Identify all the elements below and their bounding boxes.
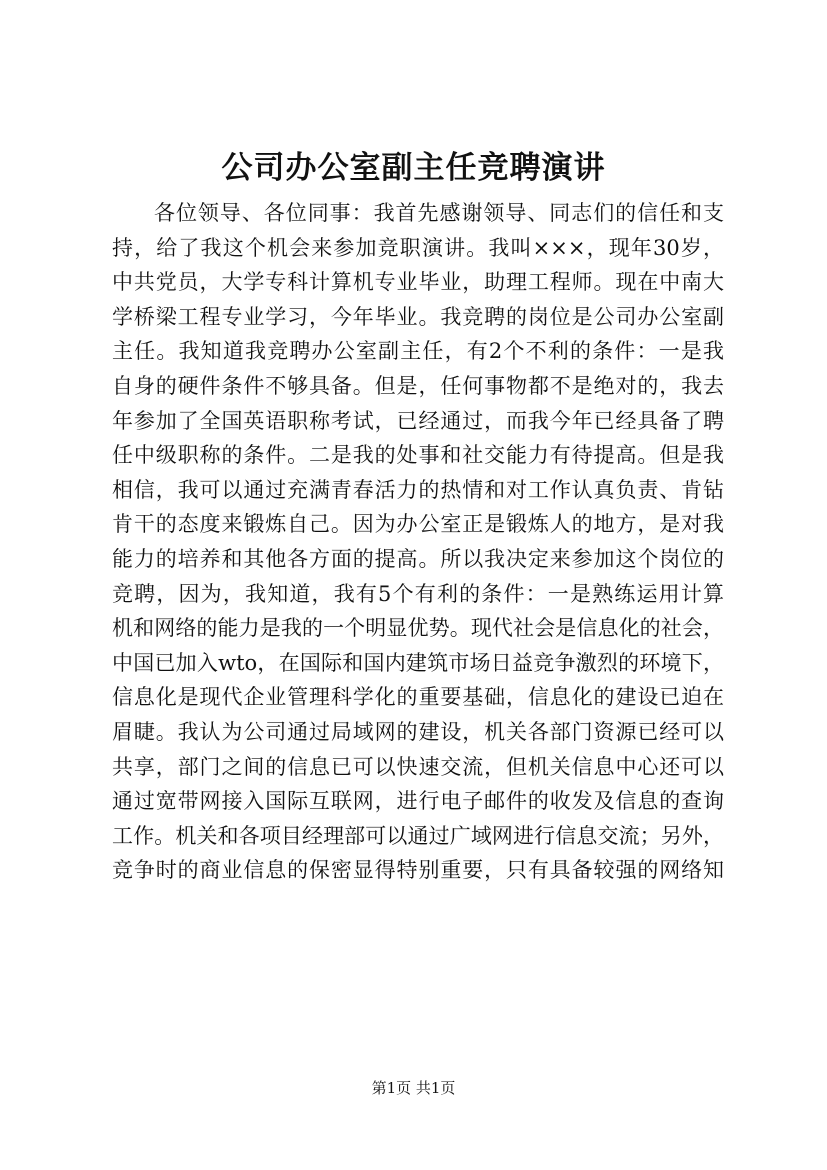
page-footer: 第1页 共1页: [371, 1079, 456, 1097]
text-line: 竞聘，因为，我知道，我有5个有利的条件：一是熟练运用计算: [112, 581, 724, 606]
text-line: 中国已加入wto，在国际和国内建筑市场日益竞争激烈的环境下，: [112, 650, 724, 675]
text-line: 各位领导、各位同事：我首先感谢领导、同志们的信任和支: [154, 201, 724, 225]
text-line: 学桥梁工程专业学习，今年毕业。我竞聘的岗位是公司办公室副: [112, 304, 724, 329]
document-title: 公司办公室副主任竞聘演讲: [221, 150, 606, 186]
text-line: 年参加了全国英语职称考试，已经通过，而我今年已经具备了聘: [112, 408, 724, 433]
text-line: 任中级职称的条件。二是我的处事和社交能力有待提高。但是我: [112, 443, 724, 468]
text-line: 主任。我知道我竞聘办公室副主任，有2个不利的条件：一是我: [112, 339, 724, 364]
text-line: 通过宽带网接入国际互联网，进行电子邮件的收发及信息的查询: [112, 789, 724, 814]
text-line: 机和网络的能力是我的一个明显优势。现代社会是信息化的社会，: [112, 616, 724, 641]
text-line: 工作。机关和各项目经理部可以通过广域网进行信息交流；另外，: [112, 823, 724, 848]
speech-body: [112, 196, 724, 888]
text-line: 自身的硬件条件不够具备。但是，任何事物都不是绝对的，我去: [112, 373, 724, 398]
text-line: 相信，我可以通过充满青春活力的热情和对工作认真负责、肯钻: [112, 477, 724, 502]
text-line: 肯干的态度来锻炼自己。因为办公室正是锻炼人的地方，是对我: [112, 512, 724, 537]
text-line: 能力的培养和其他各方面的提高。所以我决定来参加这个岗位的: [112, 546, 724, 571]
text-line: 眉睫。我认为公司通过局域网的建设，机关各部门资源已经可以: [112, 719, 724, 744]
text-line: 信息化是现代企业管理科学化的重要基础，信息化的建设已迫在: [112, 685, 724, 710]
text-line: 竞争时的商业信息的保密显得特别重要，只有具备较强的网络知: [112, 858, 724, 883]
text-line: 中共党员，大学专科计算机专业毕业，助理工程师。现在中南大: [112, 270, 724, 295]
text-line: 共享，部门之间的信息已可以快速交流，但机关信息中心还可以: [112, 754, 724, 779]
text-line: 持，给了我这个机会来参加竞职演讲。我叫×××，现年30岁，: [112, 235, 724, 260]
